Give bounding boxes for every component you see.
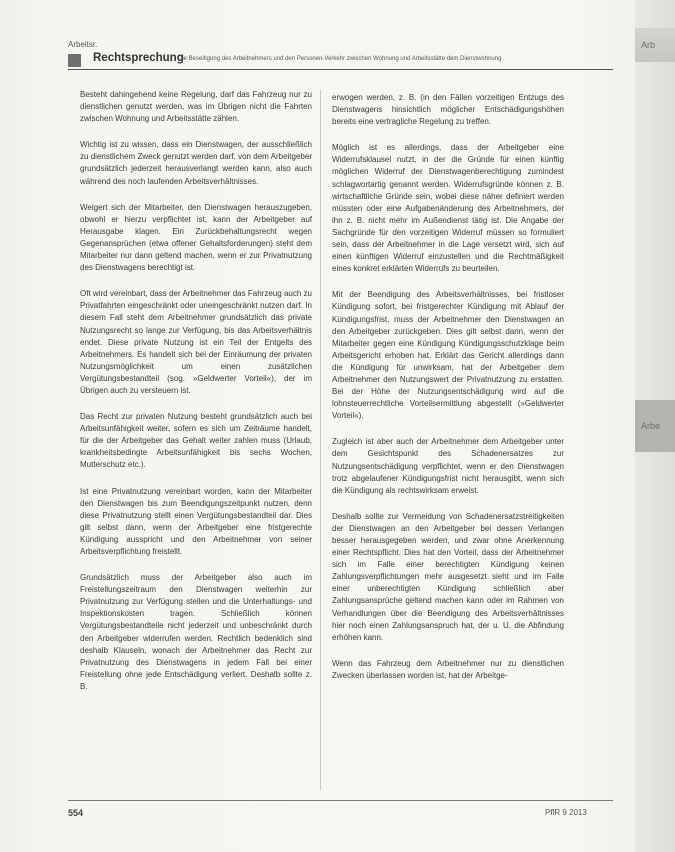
header-rule [68,69,613,70]
paragraph: Grundsätzlich muss der Arbeitgeber also auch im Freistellungszeitraum den Dienstwagen weiterhin zur Privatnutzung zur Verfügung stellen und die Unterhaltungs- und Inspektionskosten tragen. Schließlich können Vergütungsbestandteile nicht jederzeit und unbeschränkt durch den Arbeitgeber widerrufen werden. Rechtlich bedenklich sind deshalb Klauseln, wonach der Arbeitnehmer das Recht zur Privatnutzung des Dienstwagens in jedem Fall bei einer Freistellung ohne jede Entschädigung verliert. Deshalb sollte z. B. [80,573,312,691]
paragraph: Deshalb sollte zur Vermeidung von Schadenersatzstreitigkeiten der Dienstwagen an den Arbeitgeber bei dessen Verlangen besser herausgegeben werden, und zwar ohne Anerkennung einer Rechtspflicht. Dies hat den Vorteil, dass der Arbeitnehmer sich im Falle einer berechtigten Kündigung keinen Zahlungsverpflichtungen mehr ausgesetzt sieht und im Falle einer unberechtigten Kündigung schließlich aber Zahlungsansprüche geltend machen kann oder im Rahmen von Verhandlungen über die Beendigung des Arbeitsverhältnisses hier noch einen Zahlungsanspruch hat, der u. U. die Abfindung erhöhen kann. [332,511,564,642]
page-title: Rechtsprechung [93,52,184,64]
paragraph: Besteht dahingehend keine Regelung, darf das Fahrzeug nur zu dienstlichen genutzt werden, was im Übrigen nicht die Fahrten zwischen Wohnung und Arbeitsstätte zählen. [80,90,312,124]
paragraph: Wenn das Fahrzeug dem Arbeitnehmer nur zu dienstlichen Zwecken überlassen worden ist, hat der Arbeitge- [332,658,564,680]
section-tab-top: Arb [635,28,675,62]
header-marker-square [68,54,81,67]
paragraph: Oft wird vereinbart, dass der Arbeitnehmer das Fahrzeug auch zu Privatfahrten eingeschränkt oder uneingeschränkt nutzen darf. In diesem Fall steht dem Arbeitnehmer grundsätzlich das private Nutzungsrecht so lange zur Verfügung, bis das Arbeitsverhältnis endet. Diese private Nutzung ist ein Teil der Entgelts des Arbeitnehmers. Es handelt sich bei der Einräumung der privaten Nutzungsmöglichkeit um einen zusätzlichen Vergütungsbestandteil (sog. »Geldwerter Vorteil«), der im Übrigen auch zu versteuern ist. [80,289,312,395]
issue-label: PflR 9 2013 [545,808,587,817]
section-label: Arbeitsr. [68,40,98,49]
page-number: 554 [68,808,84,818]
paragraph: erwogen werden, z. B. (in den Fällen vorzeitigen Entzugs des Dienstwagens hinsichtlich möglicher Entschädigungshöhen bereits eine vertragliche Regelung zu treffen. [332,93,564,127]
paragraph: Zugleich ist aber auch der Arbeitnehmer dem Arbeitgeber unter dem Gesichtspunkt des Schadenersatzes zur Nutzungsentschädigung verpflichtet, wenn er den Dienstwagen trotz abgelaufener Kündigungsfrist nicht herausgibt, wenn sich die Kündigung als rechtswirksam erweist. [332,437,564,495]
paragraph: Möglich ist es allerdings, dass der Arbeitgeber eine Widerrufsklausel nutzt, in der die Gründe für einen künftig möglichen Widerruf der Dienstwagenberechtigung zumindest schlagwortartig genannt werden. Widerrufsgründe können z. B. wirtschaftliche Gründe sein, wobei diese näher definiert werden müssten oder eine Aufgabenänderung des Arbeitnehmers, der ihn z. B. nicht mehr im Außendienst tätig ist. Die Angabe der Sachgründe für den vorzeitigen Widerruf müssen so formuliert sein, dass der Arbeitnehmer in die Lage versetzt wird, sich auf einen künftigen Widerruf einzustellen und die Rechtmäßigkeit eines konkret erklärten Widerrufs zu beurteilen. [332,143,564,274]
paragraph: Weigert sich der Mitarbeiter, den Dienstwagen herauszugeben, obwohl er hierzu verpflichtet ist, kann der Arbeitgeber auf Herausgabe klagen. Ein Zurückbehaltungsrecht wegen Gegenansprüchen (etwa offener Gehaltsforderungen) steht dem Mitarbeiter nur dann geltend machen, wenn er zur Privatnutzung des Dienstwagens berechtigt ist. [80,202,312,273]
paragraph: Mit der Beendigung des Arbeitsverhältnisses, bei fristloser Kündigung sofort, bei fristgerechter Kündigung mit Ablauf der Kündigungsfrist, muss der Arbeitnehmer den Dienstwagen an den Arbeitgeber zurückgeben. Dies gilt selbst dann, wenn der Mitarbeiter gegen eine Kündigung Kündigungsschutzklage beim Arbeitsgericht erhoben hat. Erklärt das Gericht allerdings dann die Kündigung für unwirksam, hat der Arbeitgeber dem Arbeitnehmer den Nutzungswert der Privatnutzung zu erstatten. Bei der Höhe der Nutzungsentschädigung wird auf die lohnsteuerrechtliche Vorteilsermittlung abgestellt (»Geldwerter Vorteil«). [332,290,564,421]
paragraph: Das Recht zur privaten Nutzung besteht grundsätzlich auch bei Arbeitsunfähigkeit weiter, sofern es sich um Zeiträume handelt, für die der Arbeitgeber das Gehalt weiter zahlen muss (Urlaub, krankheitsbedingte Arbeitsunfähigkeit bis sechs Wochen, Mutterschutz etc.). [80,412,312,470]
section-tab-middle: Arbe [635,400,675,452]
footer-rule [68,800,613,801]
paragraph: Wichtig ist zu wissen, dass ein Dienstwagen, der ausschließlich zu dienstlichem Zweck genutzt werden darf, von dem Arbeitgeber grundsätzlich jederzeit herausverlangt werden kann, also auch während des noch laufenden Arbeitsverhältnisses. [80,140,312,186]
right-text-column [332,92,564,696]
left-text-column [80,89,312,707]
page-subtitle: Die Beseitigung des Arbeitnehmers und den Personen-Verkehr zwischen Wohnung und Arbeitsstätte dem Dienstwohnung [178,56,502,62]
paragraph: Ist eine Privatnutzung vereinbart worden, kann der Mitarbeiter den Dienstwagen bis zum Beendigungszeitpunkt nutzen, denn diese Privatnutzung stellt einen Vergütungsbestandteil dar. Dies gilt selbst dann, wenn der Arbeitgeber eine fristgerechte Kündigung ausspricht und den Arbeitnehmer von seiner Arbeitsverpflichtung freistellt. [80,486,312,556]
column-divider [320,90,321,790]
